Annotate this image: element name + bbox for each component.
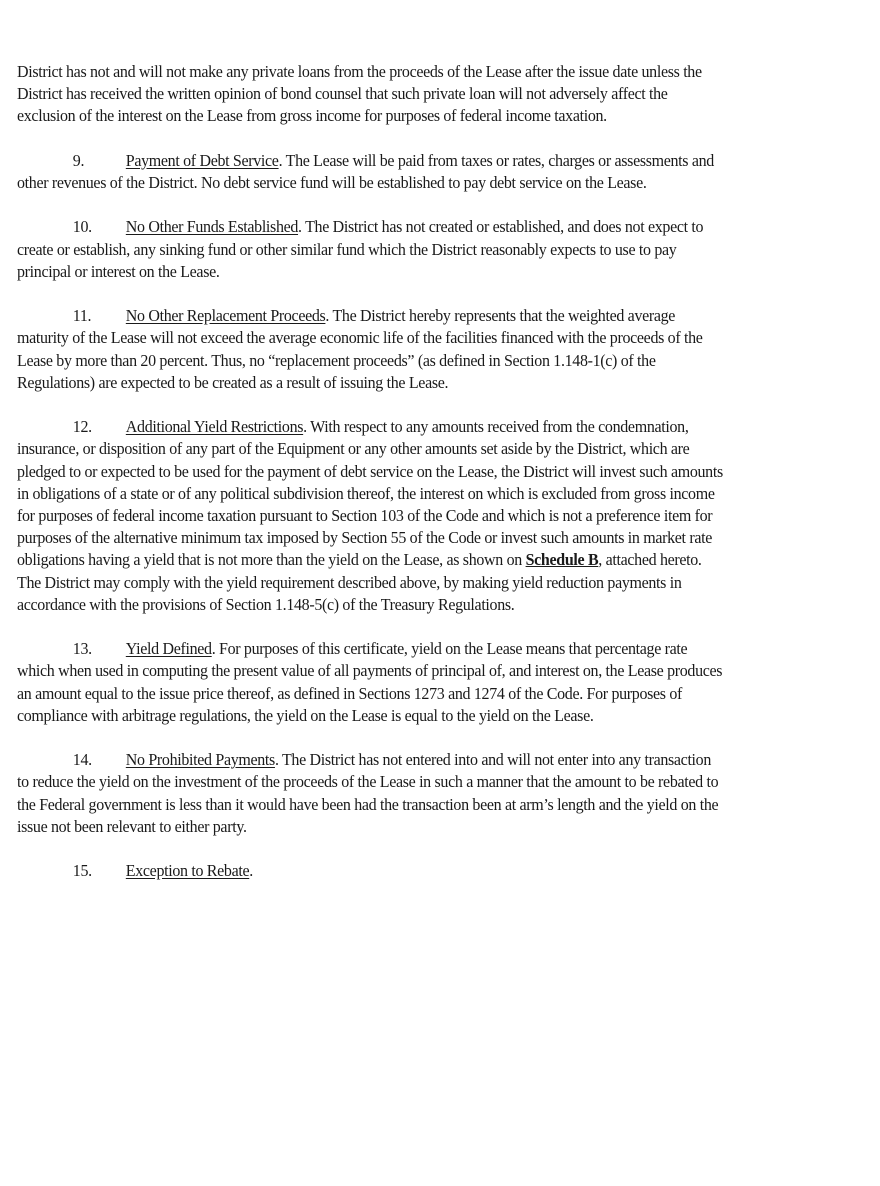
section-9	[17, 150, 724, 194]
section-body: . For purposes of this certificate, yield on the Lease means that percentage rate which when used in computing the present value of all payments of principal of, and interest on, the Lease produces an amount equal to the issue price thereof, as defined in Sections 1273 and 1274 of the Code. For purposes of compliance with arbitrage regulations, the yield on the Lease is equal to the yield on the Lease.	[17, 639, 723, 725]
schedule-b-reference: Schedule B	[525, 550, 599, 570]
section-heading: Yield Defined	[125, 639, 212, 659]
section-body-continued: , attached hereto. The District may comply with the yield requirement described above, by making yield reduction payments in accordance with the provisions of Section 1.148-5(c) of the Treasury Regulations.	[17, 550, 702, 614]
section-number: 15.	[72, 861, 92, 881]
section-number: 9.	[72, 150, 85, 170]
section-heading: Payment of Debt Service	[125, 150, 279, 170]
section-heading: No Other Funds Established	[125, 217, 299, 237]
section-14	[17, 749, 724, 838]
section-body: . With respect to any amounts received from the condemnation, insurance, or disposition of any part of the Equipment or any other amounts set aside by the District, which are pledged to or expected to be used for the payment of debt service on the Lease, the District will invest such amounts in obligations of a state or of any political subdivision thereof, the interest on which is excluded from gross income for purposes of federal income taxation pursuant to Section 103 of the Code and which is not a preference item for purposes of the alternative minimum tax imposed by Section 55 of the Code or invest such amounts in market rate obligations having a yield that is not more than the yield on the Lease, as shown on	[17, 417, 723, 570]
section-number: 14.	[72, 750, 92, 770]
section-11	[17, 305, 724, 394]
section-number: 10.	[72, 217, 92, 237]
continuation-paragraph: District has not and will not make any private loans from the proceeds of the Lease after the issue date unless the District has received the written opinion of bond counsel that such private loan will not adversely affect the exclusion of the interest on the Lease from gross income for purposes of federal income taxation.	[17, 62, 702, 126]
section-body: . The District has not created or established, and does not expect to create or establish, any sinking fund or other similar fund which the District reasonably expects to use to pay principal or interest on the Lease.	[17, 217, 704, 281]
section-heading: No Prohibited Payments	[125, 750, 275, 770]
section-15	[17, 860, 724, 882]
section-number: 12.	[72, 417, 92, 437]
section-heading: No Other Replacement Proceeds	[125, 306, 326, 326]
section-10	[17, 216, 724, 283]
section-body: .	[249, 861, 253, 881]
section-heading: Exception to Rebate	[125, 861, 250, 881]
section-heading: Additional Yield Restrictions	[125, 417, 304, 437]
document-page	[17, 61, 724, 905]
section-number: 13.	[72, 639, 92, 659]
section-body: . The District hereby represents that the weighted average maturity of the Lease will not exceed the average economic life of the facilities financed with the proceeds of the Lease by more than 20 percent. Thus, no “replacement proceeds” (as defined in Section 1.148-1(c) of the Regulations) are expected to be created as a result of issuing the Lease.	[17, 306, 703, 392]
section-number: 11.	[72, 306, 92, 326]
section-13	[17, 638, 724, 727]
section-12	[17, 416, 724, 616]
section-body: . The District has not entered into and will not enter into any transaction to reduce the yield on the investment of the proceeds of the Lease in such a manner that the amount to be rebated to the Federal government is less than it would have been had the transaction been at arm’s length and the yield on the issue not been relevant to either party.	[17, 750, 719, 836]
section-body: . The Lease will be paid from taxes or rates, charges or assessments and other revenues of the District. No debt service fund will be established to pay debt service on the Lease.	[17, 150, 714, 192]
